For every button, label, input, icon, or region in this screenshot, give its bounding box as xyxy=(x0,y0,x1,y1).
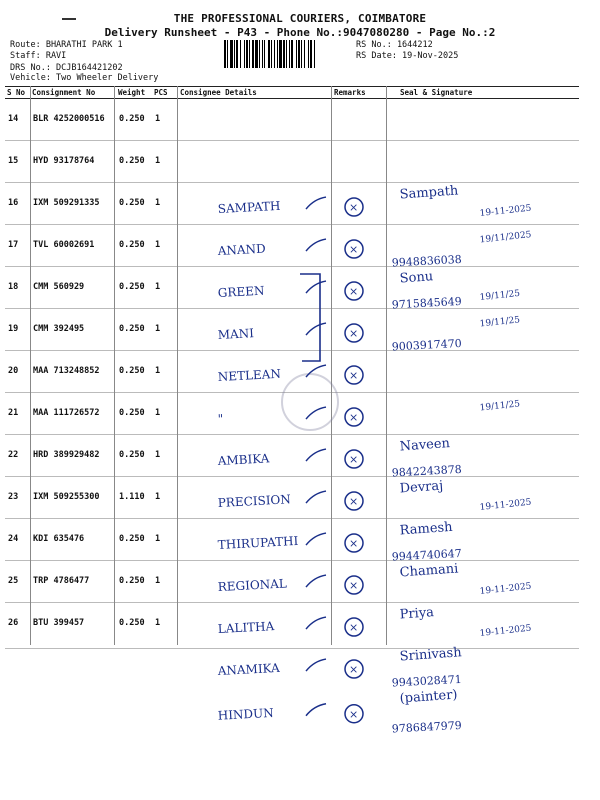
table-row xyxy=(5,561,579,603)
cell-weight: 1.110 xyxy=(116,477,152,519)
signature: (painter) xyxy=(399,687,459,707)
cell-consignment: TVL 60002691 xyxy=(30,225,116,267)
remark-circle xyxy=(345,660,363,678)
column-divider xyxy=(177,86,178,645)
remark-circle xyxy=(345,705,363,723)
cell-consignment: MAA 111726572 xyxy=(30,393,116,435)
company-title: THE PROFESSIONAL COURIERS, COIMBATORE xyxy=(173,12,427,25)
table-row xyxy=(5,183,579,225)
rs-number: RS No.: 1644212 xyxy=(356,40,433,50)
cell-weight: 0.250 xyxy=(116,603,152,649)
signature: Chamani xyxy=(399,561,459,581)
cell-signature xyxy=(386,603,579,649)
cell-signature xyxy=(386,519,579,561)
date-handwriting: 19-11-2025 xyxy=(479,623,532,639)
col-weight: Weight xyxy=(116,87,152,99)
cell-weight: 0.250 xyxy=(116,141,152,183)
remark-mark: × xyxy=(349,327,359,341)
barcode-bar xyxy=(286,40,287,68)
table-row xyxy=(5,309,579,351)
signature: Srinivash xyxy=(399,645,463,665)
cell-sno: 18 xyxy=(5,267,30,309)
barcode-bar xyxy=(277,40,278,68)
barcode-bar xyxy=(252,40,254,68)
barcode xyxy=(224,40,352,68)
cell-weight: 0.250 xyxy=(116,225,152,267)
barcode-bar xyxy=(289,40,290,68)
cell-sno: 19 xyxy=(5,309,30,351)
cell-signature xyxy=(386,183,579,225)
cell-sno: 23 xyxy=(5,477,30,519)
barcode-bar xyxy=(244,40,245,68)
cell-remarks xyxy=(332,393,386,435)
cell-sno: 26 xyxy=(5,603,30,649)
remark-mark: × xyxy=(349,707,359,721)
cell-weight: 0.250 xyxy=(116,561,152,603)
consignee-handwriting: THIRUPATHI xyxy=(217,533,299,553)
date-handwriting: 19/11/2025 xyxy=(479,230,532,246)
cell-consignment: HRD 389929482 xyxy=(30,435,116,477)
consignee-handwriting: NETLEAN xyxy=(217,366,282,385)
cell-sno: 17 xyxy=(5,225,30,267)
consignee-handwriting: AMBIKA xyxy=(217,451,270,469)
column-divider xyxy=(114,86,115,645)
cell-consignee xyxy=(178,99,332,141)
cell-sno: 15 xyxy=(5,141,30,183)
remark-mark: × xyxy=(349,243,359,257)
cell-pcs: 1 xyxy=(152,99,178,141)
barcode-bar xyxy=(264,40,265,68)
barcode-bar xyxy=(271,40,272,68)
cell-weight: 0.250 xyxy=(116,99,152,141)
consignee-handwriting: GREEN xyxy=(217,283,265,301)
tick-mark xyxy=(306,704,326,716)
cell-pcs: 1 xyxy=(152,435,178,477)
cell-consignment: MAA 713248852 xyxy=(30,351,116,393)
cell-weight: 0.250 xyxy=(116,351,152,393)
tick-mark xyxy=(306,659,326,671)
phone-handwriting: 9786847979 xyxy=(391,718,463,736)
barcode-bar xyxy=(249,40,250,68)
cell-consignment: BLR 4252000516 xyxy=(30,99,116,141)
barcode-bar xyxy=(296,40,297,68)
consignee-handwriting: MANI xyxy=(217,326,255,343)
barcode-bar xyxy=(262,40,263,68)
consignee-handwriting: SAMPATH xyxy=(217,198,281,217)
cell-remarks xyxy=(332,309,386,351)
date-handwriting: 19/11/25 xyxy=(479,315,521,330)
cell-pcs: 1 xyxy=(152,309,178,351)
cell-weight: 0.250 xyxy=(116,393,152,435)
cell-consignment: HYD 93178764 xyxy=(30,141,116,183)
col-consignee: Consignee Details xyxy=(178,87,332,99)
cell-sno: 20 xyxy=(5,351,30,393)
remark-mark: × xyxy=(349,201,359,215)
remark-mark: × xyxy=(349,495,359,509)
phone-handwriting: 9948836038 xyxy=(391,252,463,270)
consignee-handwriting: PRECISION xyxy=(217,492,292,511)
cell-signature xyxy=(386,99,579,141)
cell-remarks xyxy=(332,351,386,393)
table-row xyxy=(5,99,579,141)
barcode-bar xyxy=(230,40,233,68)
signature: Ramesh xyxy=(399,519,454,539)
cell-remarks xyxy=(332,435,386,477)
phone-handwriting: 9715845649 xyxy=(391,294,463,312)
barcode-bar xyxy=(227,40,228,68)
cell-signature xyxy=(386,561,579,603)
phone-handwriting: 9003917470 xyxy=(391,336,463,354)
cell-weight: 0.250 xyxy=(116,267,152,309)
cell-consignee xyxy=(178,393,332,435)
signature: Sampath xyxy=(399,183,459,203)
consignee-handwriting: " xyxy=(217,411,224,427)
barcode-bar xyxy=(234,40,235,68)
table-row xyxy=(5,141,579,183)
cell-weight: 0.250 xyxy=(116,183,152,225)
signature: Priya xyxy=(399,605,435,623)
remark-mark: × xyxy=(349,411,359,425)
cell-remarks xyxy=(332,561,386,603)
cell-consignment: CMM 560929 xyxy=(30,267,116,309)
barcode-bar xyxy=(274,40,275,68)
remark-mark: × xyxy=(349,453,359,467)
cell-sno: 21 xyxy=(5,393,30,435)
remark-mark: × xyxy=(349,285,359,299)
table-header-row xyxy=(5,87,579,99)
cell-consignment: CMM 392495 xyxy=(30,309,116,351)
barcode-bar xyxy=(255,40,258,68)
barcode-bar xyxy=(279,40,282,68)
cell-remarks xyxy=(332,477,386,519)
consignee-handwriting: ANAMIKA xyxy=(217,660,281,679)
barcode-bar xyxy=(224,40,226,68)
cell-consignee xyxy=(178,267,332,309)
date-handwriting: 19-11-2025 xyxy=(479,581,532,597)
cell-pcs: 1 xyxy=(152,561,178,603)
cell-consignment: TRP 4786477 xyxy=(30,561,116,603)
cell-signature xyxy=(386,351,579,393)
vehicle-label: Vehicle: Two Wheeler Delivery xyxy=(10,73,159,83)
cell-weight: 0.250 xyxy=(116,519,152,561)
table-row xyxy=(5,435,579,477)
cell-remarks xyxy=(332,183,386,225)
date-handwriting: 19/11/25 xyxy=(479,399,521,414)
barcode-bar xyxy=(246,40,248,68)
rs-date: RS Date: 19-Nov-2025 xyxy=(356,51,459,61)
cell-signature xyxy=(386,309,579,351)
col-pcs: PCS xyxy=(152,87,178,99)
barcode-bar xyxy=(308,40,309,68)
cell-consignee xyxy=(178,477,332,519)
cell-pcs: 1 xyxy=(152,141,178,183)
barcode-bar xyxy=(304,40,305,68)
cell-pcs: 1 xyxy=(152,267,178,309)
runsheet-table xyxy=(5,86,579,649)
signature: Devraj xyxy=(399,478,444,497)
cell-consignment: IXM 509291335 xyxy=(30,183,116,225)
cell-remarks xyxy=(332,267,386,309)
barcode-bar xyxy=(283,40,285,68)
cell-pcs: 1 xyxy=(152,477,178,519)
remark-mark: × xyxy=(349,579,359,593)
cell-signature xyxy=(386,435,579,477)
consignee-handwriting: ANAND xyxy=(217,241,267,259)
drs-label: DRS No.: DCJB164421202 xyxy=(10,63,123,73)
remark-mark: × xyxy=(349,663,359,677)
cell-weight: 0.250 xyxy=(116,309,152,351)
cell-consignee xyxy=(178,561,332,603)
cell-signature xyxy=(386,141,579,183)
cell-consignment: BTU 399457 xyxy=(30,603,116,649)
table-row xyxy=(5,267,579,309)
phone-handwriting: 9944740647 xyxy=(391,546,463,564)
signature: Sonu xyxy=(399,269,434,287)
table-row xyxy=(5,519,579,561)
cell-sno: 24 xyxy=(5,519,30,561)
barcode-bar xyxy=(268,40,270,68)
consignee-handwriting: LALITHA xyxy=(217,619,275,637)
cell-consignee xyxy=(178,225,332,267)
signature: Naveen xyxy=(399,436,451,455)
cell-pcs: 1 xyxy=(152,225,178,267)
cell-pcs: 1 xyxy=(152,183,178,225)
date-handwriting: 19-11-2025 xyxy=(479,497,532,513)
remark-mark: × xyxy=(349,369,359,383)
cell-consignee xyxy=(178,519,332,561)
cell-remarks xyxy=(332,519,386,561)
barcode-bar xyxy=(236,40,238,68)
cell-consignee xyxy=(178,435,332,477)
staff-label: Staff: RAVI xyxy=(10,51,67,61)
date-handwriting: 19-11-2025 xyxy=(479,203,532,219)
cell-consignee xyxy=(178,183,332,225)
cell-weight: 0.250 xyxy=(116,435,152,477)
barcode-bar xyxy=(301,40,302,68)
barcode-bar xyxy=(259,40,260,68)
table-row xyxy=(5,603,579,649)
column-divider xyxy=(30,86,31,645)
barcode-bar xyxy=(291,40,293,68)
barcode-bar xyxy=(298,40,300,68)
column-divider xyxy=(331,86,332,645)
table-row xyxy=(5,393,579,435)
cell-pcs: 1 xyxy=(152,603,178,649)
barcode-bar xyxy=(310,40,312,68)
cell-consignee xyxy=(178,141,332,183)
cell-sno: 22 xyxy=(5,435,30,477)
route-label: Route: BHARATHI PARK 1 xyxy=(10,40,123,50)
cell-signature xyxy=(386,267,579,309)
cell-consignee xyxy=(178,309,332,351)
phone-handwriting: 9842243878 xyxy=(391,462,463,480)
col-signature: Seal & Signature xyxy=(386,87,579,99)
cell-sno: 16 xyxy=(5,183,30,225)
cell-remarks xyxy=(332,603,386,649)
cell-consignee xyxy=(178,351,332,393)
table-row xyxy=(5,225,579,267)
cell-pcs: 1 xyxy=(152,351,178,393)
col-remarks: Remarks xyxy=(332,87,386,99)
barcode-bar xyxy=(314,40,315,68)
date-handwriting: 19/11/25 xyxy=(479,288,521,303)
table-row xyxy=(5,477,579,519)
cell-remarks xyxy=(332,99,386,141)
cell-remarks xyxy=(332,141,386,183)
remark-mark: × xyxy=(349,537,359,551)
cell-signature xyxy=(386,393,579,435)
column-divider xyxy=(386,86,387,645)
runsheet-subtitle: Delivery Runsheet - P43 - Phone No.:9047080280 - Page No.:2 xyxy=(104,26,496,39)
cell-sno: 25 xyxy=(5,561,30,603)
consignee-handwriting: HINDUN xyxy=(217,705,275,723)
cell-consignment: KDI 635476 xyxy=(30,519,116,561)
cell-remarks xyxy=(332,225,386,267)
col-sno: S No xyxy=(5,87,30,99)
consignee-handwriting: REGIONAL xyxy=(217,576,288,595)
col-consignment: Consignment No xyxy=(30,87,116,99)
cell-consignee xyxy=(178,603,332,649)
cell-signature xyxy=(386,477,579,519)
phone-handwriting: 9943028471 xyxy=(391,672,463,690)
cell-pcs: 1 xyxy=(152,393,178,435)
cell-consignment: IXM 509255300 xyxy=(30,477,116,519)
cell-pcs: 1 xyxy=(152,519,178,561)
barcode-bar xyxy=(240,40,241,68)
cell-sno: 14 xyxy=(5,99,30,141)
cell-signature xyxy=(386,225,579,267)
remark-mark: × xyxy=(349,621,359,635)
table-row xyxy=(5,351,579,393)
